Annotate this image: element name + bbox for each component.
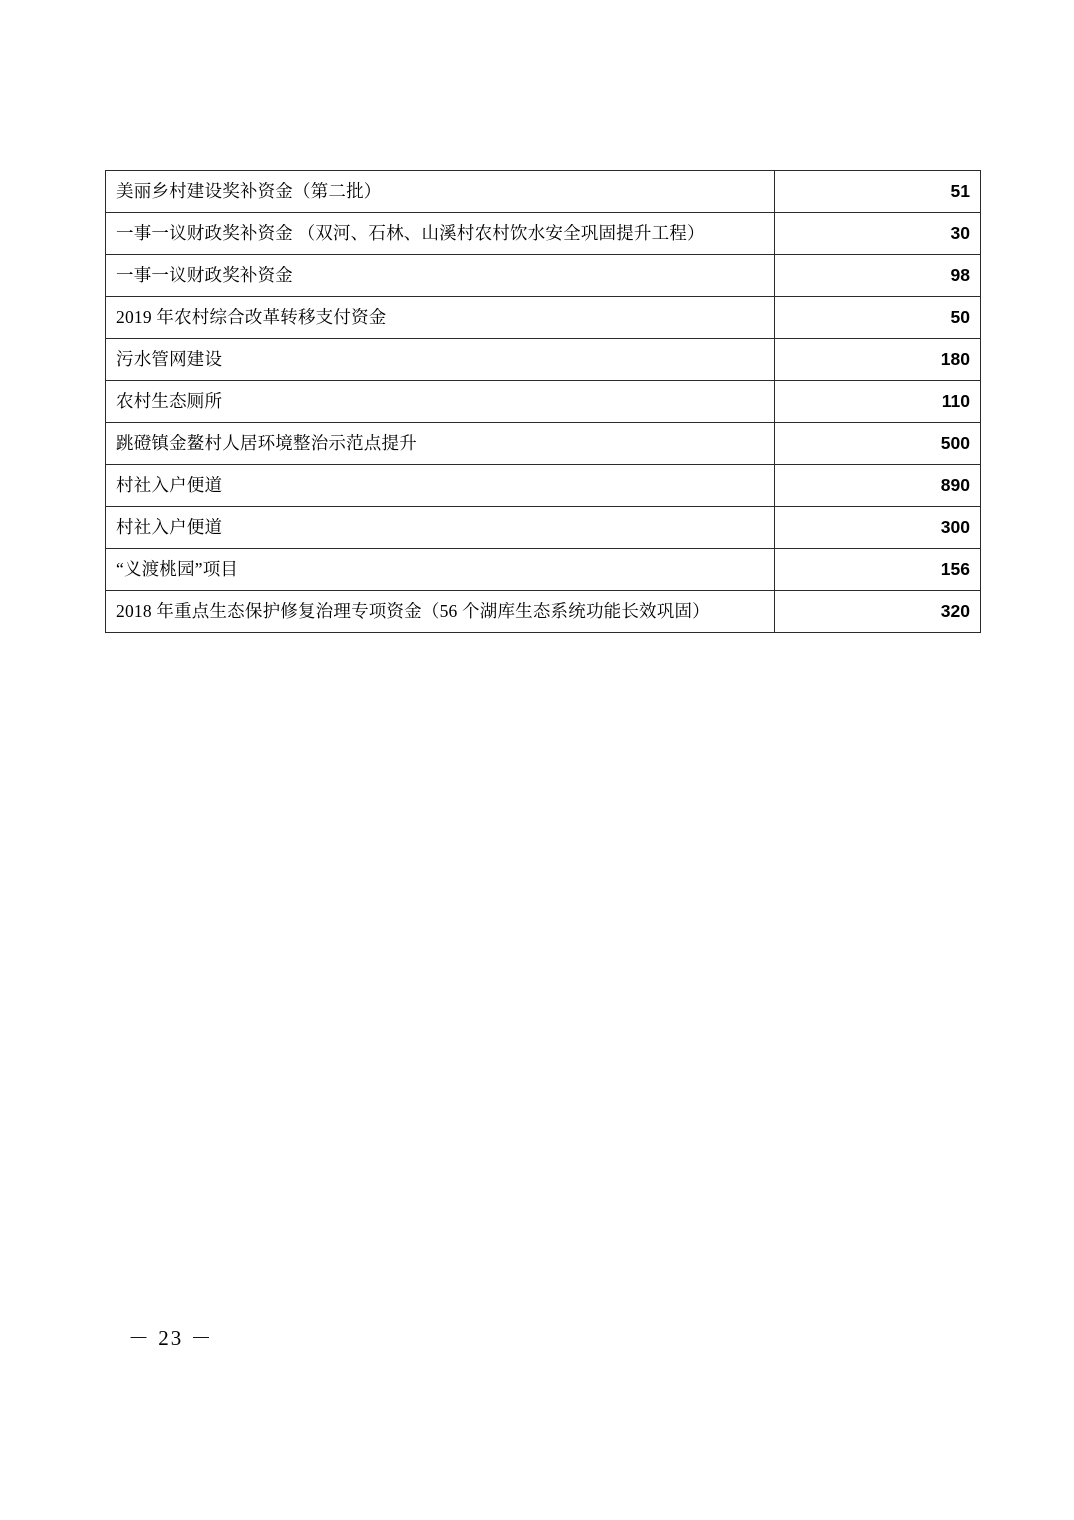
table-row (106, 171, 981, 213)
table-row (106, 423, 981, 465)
project-name-cell (106, 213, 775, 255)
project-name-text: 跳磴镇金鳌村人居环境整治示范点提升 (116, 433, 417, 454)
project-amount-cell: 320 (775, 591, 981, 633)
project-name-cell (106, 465, 775, 507)
table-row (106, 549, 981, 591)
project-name-cell (106, 339, 775, 381)
project-name-cell (106, 255, 775, 297)
table-row (106, 591, 981, 633)
project-amount-cell: 156 (775, 549, 981, 591)
table-row (106, 381, 981, 423)
project-name-text: 农村生态厕所 (116, 391, 223, 412)
project-name-cell (106, 549, 775, 591)
table-row (106, 465, 981, 507)
project-amount-cell: 51 (775, 171, 981, 213)
table-row (106, 507, 981, 549)
project-amount-cell: 98 (775, 255, 981, 297)
project-name-cell (106, 297, 775, 339)
page-number: － 23 － (128, 1326, 214, 1350)
project-amount-cell: 300 (775, 507, 981, 549)
project-amount-cell: 50 (775, 297, 981, 339)
project-name-cell (106, 171, 775, 213)
project-name-cell (106, 507, 775, 549)
project-amount-cell: 30 (775, 213, 981, 255)
funding-table (105, 170, 981, 633)
table-row (106, 255, 981, 297)
project-name-cell (106, 381, 775, 423)
project-name-text: 一事一议财政奖补资金 (116, 265, 293, 286)
project-name-text: 一事一议财政奖补资金 （双河、石林、山溪村农村饮水安全巩固提升工程） (116, 223, 705, 244)
project-name-cell (106, 423, 775, 465)
project-name-text: “义渡桃园”项目 (116, 559, 239, 580)
project-name-cell (106, 591, 775, 633)
table-row (106, 213, 981, 255)
project-name-text: 村社入户便道 (116, 475, 223, 496)
project-name-text: 美丽乡村建设奖补资金（第二批） (116, 181, 382, 202)
table-body (106, 171, 981, 633)
table-row (106, 339, 981, 381)
table-row (106, 297, 981, 339)
project-name-text: 村社入户便道 (116, 517, 223, 538)
project-name-text: 2018 年重点生态保护修复治理专项资金（56 个湖库生态系统功能长效巩固） (116, 601, 710, 622)
project-name-text: 污水管网建设 (116, 349, 223, 370)
project-name-text: 2019 年农村综合改革转移支付资金 (116, 307, 387, 328)
project-amount-cell: 180 (775, 339, 981, 381)
project-amount-cell: 890 (775, 465, 981, 507)
project-amount-cell: 110 (775, 381, 981, 423)
project-amount-cell: 500 (775, 423, 981, 465)
